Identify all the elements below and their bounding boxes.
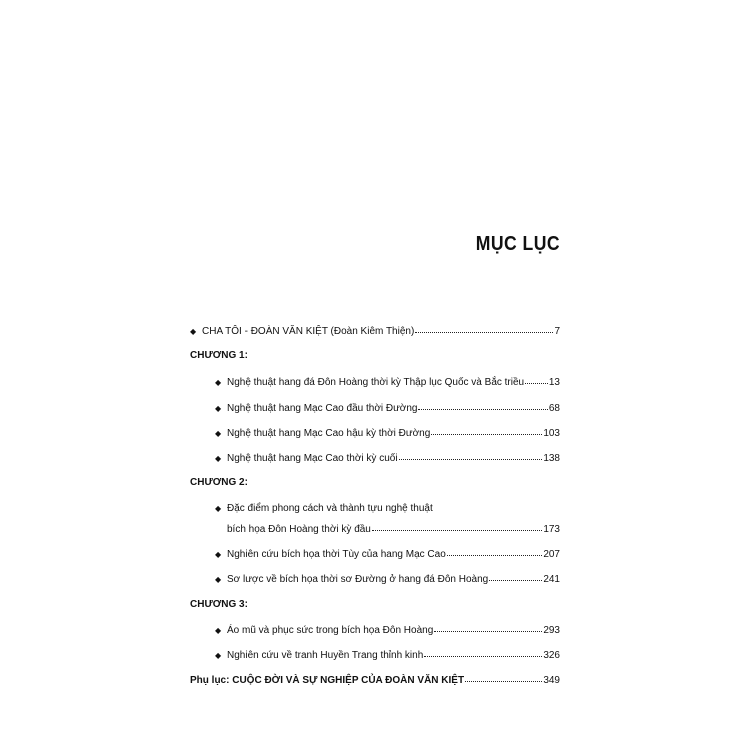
toc-entry-title: Đặc điểm phong cách và thành tựu nghệ thuật (227, 503, 433, 514)
toc-entry-title: CHA TÔI - ĐOÀN VĂN KIỆT (Đoàn Kiêm Thiện) (202, 326, 415, 337)
dot-leader (525, 375, 548, 385)
diamond-bullet-icon: ◆ (215, 550, 222, 559)
dot-leader (465, 673, 542, 683)
toc-entry-title: Nghệ thuật hang Mạc Cao đầu thời Đường (227, 403, 418, 414)
dot-leader (424, 648, 542, 658)
toc-entry-title: Nghiên cứu về tranh Huyền Trang thỉnh kinh (227, 650, 424, 661)
toc-entry-title: Nghiên cứu bích họa thời Tùy của hang Mạc Cao (227, 549, 446, 560)
toc-entry-title: Áo mũ và phục sức trong bích họa Đôn Hoàng (227, 625, 434, 636)
page-title: MỤC LỤC (475, 233, 560, 255)
diamond-bullet-icon: ◆ (215, 651, 222, 660)
toc-entry-title: Nghệ thuật hang Mạc Cao hậu kỳ thời Đường (227, 428, 431, 439)
toc-entry[interactable] (227, 522, 560, 537)
toc-page-number: 7 (554, 326, 560, 337)
dot-leader (447, 547, 543, 557)
diamond-bullet-icon: ◆ (215, 504, 222, 513)
toc-page-number: 207 (543, 549, 560, 560)
chapter-2-heading: CHƯƠNG 2: (190, 477, 248, 488)
diamond-bullet-icon: ◆ (215, 454, 222, 463)
dot-leader (415, 324, 553, 334)
toc-entry[interactable] (215, 648, 560, 663)
toc-entry-line1[interactable] (215, 502, 560, 516)
toc-entry-title: Sơ lược về bích họa thời sơ Đường ở hang đá Đôn Hoàng (227, 574, 489, 585)
toc-page-number: 68 (548, 403, 560, 414)
dot-leader (399, 451, 543, 461)
dot-leader (434, 623, 542, 633)
toc-entry[interactable] (215, 547, 560, 562)
toc-page-number: 103 (543, 428, 560, 439)
dot-leader (418, 401, 547, 411)
diamond-bullet-icon: ◆ (215, 575, 222, 584)
toc-page-number: 13 (548, 377, 560, 388)
toc-entry[interactable] (215, 572, 560, 587)
diamond-bullet-icon: ◆ (215, 404, 222, 413)
toc-entry-title: Nghệ thuật hang đá Đôn Hoàng thời kỳ Thập lục Quốc và Bắc triều (227, 377, 525, 388)
chapter-3-heading: CHƯƠNG 3: (190, 599, 248, 610)
toc-entry-title: Nghệ thuật hang Mạc Cao thời kỳ cuối (227, 453, 398, 464)
toc-entry-appendix[interactable] (190, 673, 560, 688)
toc-page-number: 349 (543, 675, 560, 686)
toc-entry[interactable] (215, 401, 560, 416)
diamond-bullet-icon: ◆ (215, 626, 222, 635)
chapter-1-heading: CHƯƠNG 1: (190, 350, 248, 361)
toc-page-number: 326 (543, 650, 560, 661)
diamond-bullet-icon: ◆ (190, 327, 197, 336)
toc-entry[interactable] (215, 451, 560, 466)
toc-entry-intro[interactable] (190, 324, 560, 339)
toc-page-number: 138 (543, 453, 560, 464)
toc-page-number: 173 (543, 524, 560, 535)
toc-entry[interactable] (215, 426, 560, 441)
dot-leader (489, 572, 542, 582)
toc-page-number: 293 (543, 625, 560, 636)
diamond-bullet-icon: ◆ (215, 378, 222, 387)
toc-entry-title: bích họa Đôn Hoàng thời kỳ đầu (227, 524, 371, 535)
diamond-bullet-icon: ◆ (215, 429, 222, 438)
dot-leader (431, 426, 542, 436)
toc-page-number: 241 (543, 574, 560, 585)
toc-entry[interactable] (215, 375, 560, 390)
dot-leader (372, 522, 542, 532)
toc-entry-title: Phụ lục: CUỘC ĐỜI VÀ SỰ NGHIỆP CỦA ĐOÀN VĂN KIỆT (190, 675, 465, 686)
toc-entry[interactable] (215, 623, 560, 638)
